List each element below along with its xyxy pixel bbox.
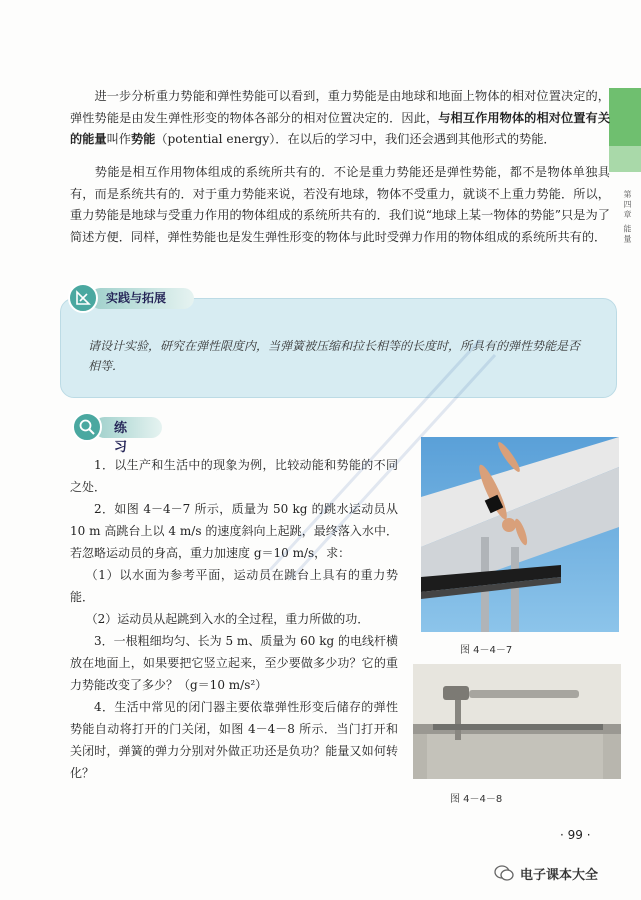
chapter-side-tab (609, 88, 641, 146)
exercise-q2a: （1）以水面为参考平面，运动员在跳台上具有的重力势能． (70, 568, 398, 604)
pencil-ruler-icon (68, 283, 98, 313)
watermark-text: 电子课本大全 (520, 868, 599, 883)
paragraph-1-bold-term: 势能 (130, 132, 156, 146)
exercise-q3: 3．一根粗细均匀、长为 5 m、质量为 60 kg 的电线杆横放在地面上，如果要把它竖立起来，至少要做多少功？它的重力势能改变了多少？（g＝10 m/s²） (70, 634, 398, 692)
exercise-q2b: （2）运动员从起跳到入水的全过程，重力所做的功． (85, 612, 370, 626)
figure-door-closer (413, 664, 621, 779)
chapter-side-label: 第四章 能量 (623, 190, 632, 245)
page-number: · 99 · (560, 828, 591, 842)
paragraph-2-text: 势能是相互作用物体组成的系统所共有的．不论是重力势能还是弹性势能，都不是物体单独具有，而是系统共有的．对于重力势能来说，若没有地球，物体不受重力，就谈不上重力势能．所以，重力势能是地球与受重力作用的物体组成的系统所共有的．我们说“地球上某一物体的势能”只是为了简述方便．同样，弹性势能也是发生弹性形变的物体与此时受弹力作用的物体组成的系统所共有的． (70, 165, 610, 244)
exercise-title: 练 习 (114, 421, 134, 455)
paragraph-1-bold: 与相互作用物体的相对位置有关的能量 (70, 110, 611, 146)
practice-header (68, 283, 194, 313)
figure-door-closer-caption: 图 4－4－8 (450, 794, 503, 805)
paragraph-1-post: （potential energy）．在以后的学习中，我们还会遇到其他形式的势能． (155, 132, 556, 146)
exercise-q4: 4．生活中常见的闭门器主要依靠弹性形变后储存的弹性势能自动将打开的门关闭，如图 4－4－8 所示．当门打开和关闭时，弹簧的弹力分别对外做正功还是负功？能量又如何转化？ (70, 700, 398, 780)
practice-text: 请设计实验，研究在弹性限度内，当弹簧被压缩和拉长相等的长度时，所具有的弹性势能是否相等． (88, 339, 581, 373)
chapter-side-tab-light (609, 146, 641, 172)
figure-diver-caption: 图 4－4－7 (460, 645, 513, 656)
exercise-header (72, 412, 162, 455)
wechat-icon (494, 863, 514, 883)
paragraph-system-energy (70, 162, 610, 248)
watermark-bar (494, 860, 640, 886)
exercise-list (70, 454, 398, 784)
paragraph-1-mid: 叫作 (106, 132, 131, 146)
practice-title: 实践与拓展 (106, 291, 167, 305)
magnifier-icon (72, 412, 102, 442)
exercise-q2: 2．如图 4－4－7 所示，质量为 50 kg 的跳水运动员从 10 m 高跳台上以 4 m/s 的速度斜向上起跳，最终落入水中．若忽略运动员的身高，重力加速度 g＝10 m/s，求： (70, 502, 398, 560)
paragraph-1-pre: 进一步分析重力势能和弹性势能可以看到，重力势能是由地球和地面上物体的相对位置决定的，弹性势能是由发生弹性形变的物体各部分的相对位置决定的．因此， (70, 89, 610, 125)
figure-diver (421, 437, 619, 632)
paragraph-potential-energy (70, 86, 610, 151)
exercise-q1: 1．以生产和生活中的现象为例，比较动能和势能的不同之处． (70, 458, 398, 494)
